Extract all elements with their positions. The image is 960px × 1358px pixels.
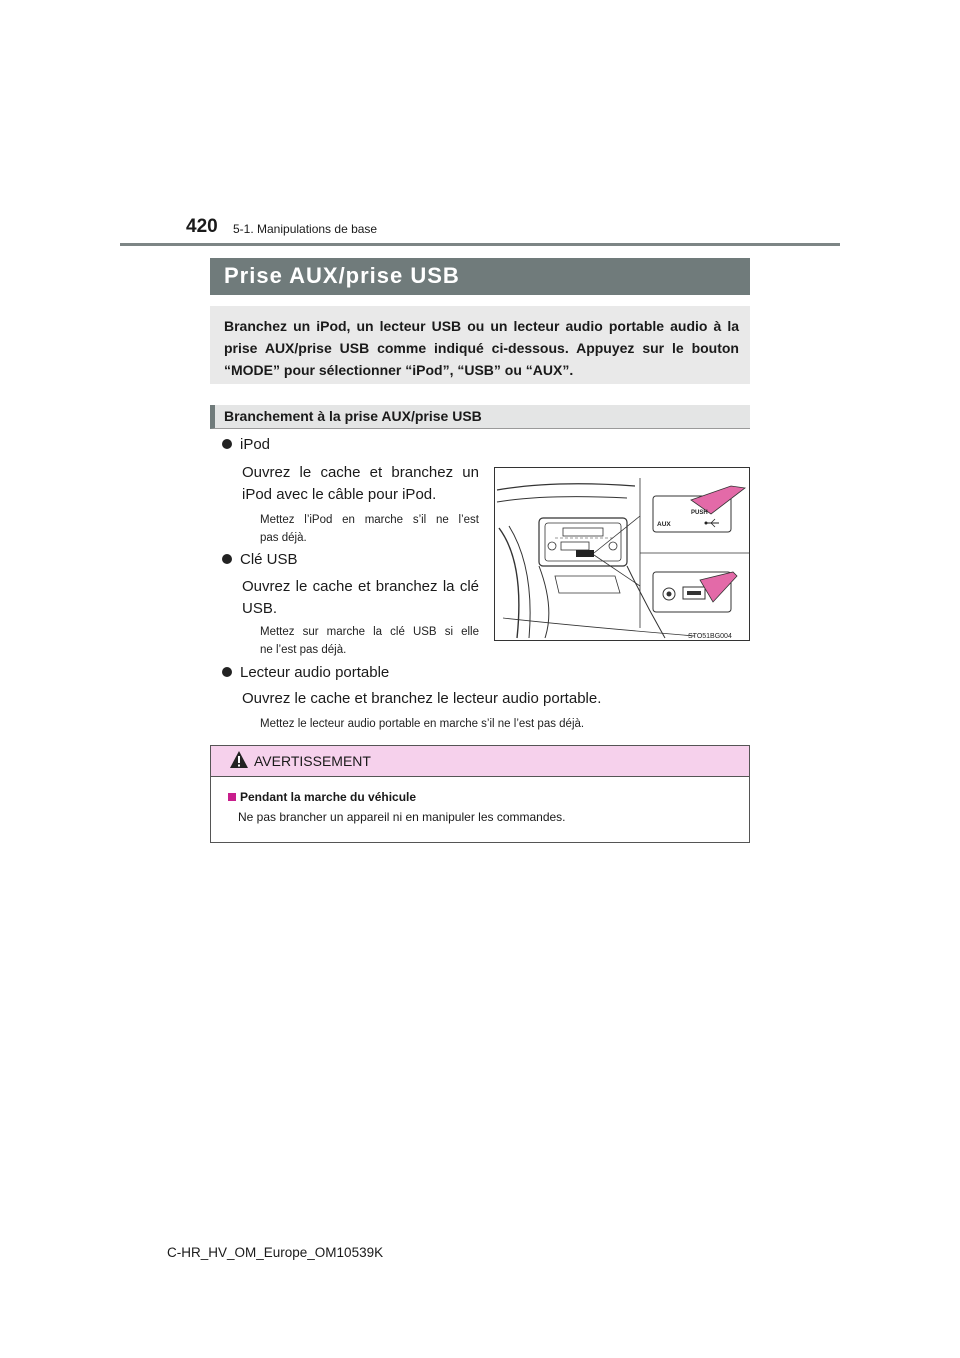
item-text — [242, 688, 702, 710]
note-line: Mettez sur marche la clé USB si elle — [260, 626, 479, 638]
header-rule — [120, 243, 840, 246]
text-line: USB. — [242, 600, 278, 617]
intro-text: Branchez un iPod, un lecteur USB ou un lecteur audio portable audio à la prise AUX/prise USB comme indiqué ci-dessous. Appuyez sur le bouton “MODE” pour sélectionner “iPod”, “USB” ou “AUX”. — [224, 318, 739, 378]
item-note — [260, 623, 479, 659]
note-line: ne l’est pas déjà. — [260, 644, 347, 656]
text-line: Ouvrez le cache et branchez la clé — [242, 578, 479, 595]
list-item-portable-player — [222, 664, 389, 681]
text-line: iPod avec le câble pour iPod. — [242, 486, 437, 503]
item-label: iPod — [240, 436, 271, 453]
push-label: PUSH — [691, 510, 708, 516]
item-note — [260, 511, 479, 547]
list-item-ipod — [222, 436, 270, 453]
page-title: Prise AUX/prise USB — [210, 258, 750, 295]
dashboard-drawing — [495, 468, 749, 640]
item-label: Lecteur audio portable — [240, 664, 390, 681]
warning-title: AVERTISSEMENT — [254, 753, 371, 769]
dashboard-illustration — [494, 467, 750, 641]
item-text — [242, 462, 479, 506]
warning-triangle-icon — [229, 750, 249, 770]
warning-subtitle — [228, 790, 416, 804]
note-line: Mettez le lecteur audio portable en marche s’il ne l’est pas déjà. — [260, 718, 585, 730]
footer-doc-id: C-HR_HV_OM_Europe_OM10539K — [167, 1245, 384, 1260]
text-line: Ouvrez le cache et branchez un — [242, 464, 479, 481]
item-label: Clé USB — [240, 551, 298, 568]
section-label: 5-1. Manipulations de base — [233, 222, 378, 236]
intro-box — [210, 306, 750, 384]
bullet-icon — [222, 439, 232, 449]
warning-subtitle-text: Pendant la marche du véhicule — [240, 790, 417, 804]
figure-code: STO51BG004 — [688, 633, 732, 640]
subheading: Branchement à la prise AUX/prise USB — [210, 405, 750, 429]
list-item-usb — [222, 551, 298, 568]
text-line: Ouvrez le cache et branchez le lecteur audio portable. — [242, 690, 602, 707]
page-number: 420 — [186, 216, 218, 237]
item-note — [260, 715, 700, 733]
warning-text: Ne pas brancher un appareil ni en manipuler les commandes. — [238, 810, 566, 824]
aux-label: AUX — [657, 521, 671, 528]
warning-header — [211, 746, 749, 777]
warning-box — [210, 745, 750, 843]
bullet-icon — [222, 667, 232, 677]
note-line: Mettez l’iPod en marche s’il ne l’est — [260, 514, 479, 526]
usb-icon — [705, 519, 720, 527]
item-text — [242, 576, 479, 620]
bullet-icon — [222, 554, 232, 564]
square-bullet-icon — [228, 793, 236, 801]
note-line: pas déjà. — [260, 532, 307, 544]
